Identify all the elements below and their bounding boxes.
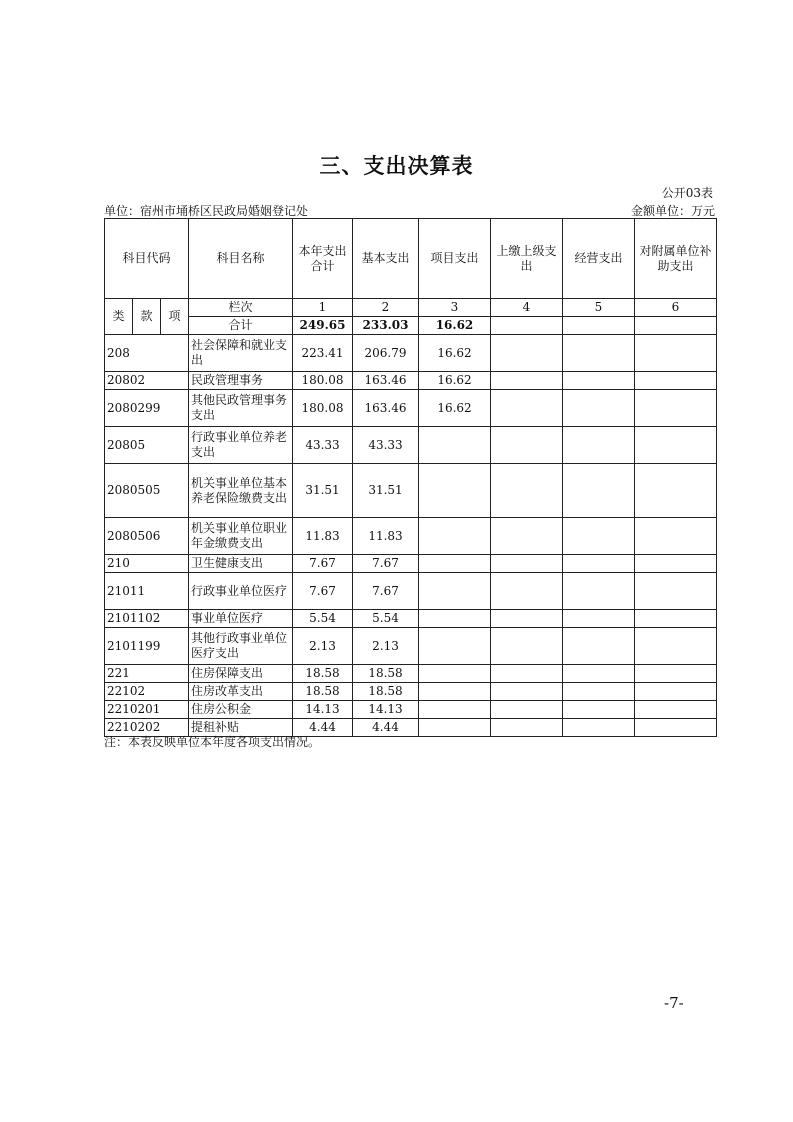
table-row [105,628,717,665]
row-basic: 43.33 [353,427,419,464]
total-row [105,317,717,335]
row-total: 180.08 [293,372,353,390]
total-amount: 249.65 [293,317,353,335]
row-business [563,518,635,555]
row-subsidy [635,427,717,464]
row-project [419,719,491,737]
row-project [419,628,491,665]
row-upper [491,518,563,555]
row-code: 21011 [105,573,189,610]
table-note: 注：本表反映单位本年度各项支出情况。 [104,735,321,749]
table-row [105,335,717,372]
row-upper [491,683,563,701]
row-project [419,665,491,683]
subheader-kuan: 款 [133,299,161,335]
table-row [105,573,717,610]
row-subsidy [635,518,717,555]
row-upper [491,464,563,518]
row-total: 4.44 [293,719,353,737]
header-subsidy: 对附属单位补助支出 [635,219,717,299]
row-subsidy [635,372,717,390]
row-basic: 2.13 [353,628,419,665]
row-name: 民政管理事务 [189,372,293,390]
row-upper [491,335,563,372]
row-business [563,628,635,665]
row-code: 2101199 [105,628,189,665]
table-row [105,701,717,719]
row-code: 208 [105,335,189,372]
row-total: 5.54 [293,610,353,628]
table-row [105,555,717,573]
total-subsidy [635,317,717,335]
money-unit: 金额单位：万元 [630,204,715,218]
row-business [563,610,635,628]
row-basic: 163.46 [353,372,419,390]
row-business [563,427,635,464]
row-total: 14.13 [293,701,353,719]
row-subsidy [635,390,717,427]
row-name: 住房公积金 [189,701,293,719]
row-subsidy [635,555,717,573]
row-upper [491,372,563,390]
row-code: 22102 [105,683,189,701]
row-total: 11.83 [293,518,353,555]
row-upper [491,427,563,464]
col-number: 5 [563,299,635,317]
row-subsidy [635,683,717,701]
row-project: 16.62 [419,372,491,390]
row-subsidy [635,665,717,683]
row-upper [491,390,563,427]
row-code: 20802 [105,372,189,390]
row-code: 2101102 [105,610,189,628]
row-total: 43.33 [293,427,353,464]
row-business [563,555,635,573]
row-upper [491,555,563,573]
row-total: 7.67 [293,555,353,573]
row-project [419,555,491,573]
table-row [105,464,717,518]
row-total: 18.58 [293,683,353,701]
row-name: 社会保障和就业支出 [189,335,293,372]
row-subsidy [635,335,717,372]
row-total: 18.58 [293,665,353,683]
table-row [105,372,717,390]
row-upper [491,628,563,665]
row-project [419,518,491,555]
row-basic: 7.67 [353,573,419,610]
row-code: 221 [105,665,189,683]
row-business [563,683,635,701]
total-basic: 233.03 [353,317,419,335]
row-name: 行政事业单位医疗 [189,573,293,610]
row-subsidy [635,719,717,737]
col-number: 2 [353,299,419,317]
row-total: 7.67 [293,573,353,610]
table-row [105,683,717,701]
row-total: 31.51 [293,464,353,518]
column-label: 栏次 [189,299,293,317]
row-code: 2080299 [105,390,189,427]
row-name: 机关事业单位基本养老保险缴费支出 [189,464,293,518]
column-number-row [105,299,717,317]
row-business [563,372,635,390]
row-basic: 5.54 [353,610,419,628]
row-name: 其他民政管理事务支出 [189,390,293,427]
subheader-lei: 类 [105,299,133,335]
row-upper [491,573,563,610]
page-title: 三、支出决算表 [319,154,474,178]
row-name: 事业单位医疗 [189,610,293,628]
table-row [105,427,717,464]
header-project: 项目支出 [419,219,491,299]
row-upper [491,701,563,719]
header-basic: 基本支出 [353,219,419,299]
row-project: 16.62 [419,335,491,372]
row-name: 行政事业单位养老支出 [189,427,293,464]
col-number: 1 [293,299,353,317]
total-project: 16.62 [419,317,491,335]
row-business [563,335,635,372]
row-basic: 11.83 [353,518,419,555]
row-basic: 7.67 [353,555,419,573]
header-business: 经营支出 [563,219,635,299]
col-number: 3 [419,299,491,317]
col-number: 6 [635,299,717,317]
row-business [563,390,635,427]
row-project [419,683,491,701]
header-code: 科目代码 [105,219,189,299]
reporting-unit: 单位：宿州市埇桥区民政局婚姻登记处 [104,204,309,218]
row-upper [491,610,563,628]
row-business [563,665,635,683]
row-subsidy [635,573,717,610]
row-total: 223.41 [293,335,353,372]
table-row [105,610,717,628]
row-project [419,573,491,610]
row-business [563,573,635,610]
row-code: 20805 [105,427,189,464]
page-number: -7- [664,994,684,1012]
col-number: 4 [491,299,563,317]
row-upper [491,665,563,683]
row-upper [491,719,563,737]
row-basic: 31.51 [353,464,419,518]
row-project [419,701,491,719]
total-upper [491,317,563,335]
row-basic: 18.58 [353,683,419,701]
row-subsidy [635,628,717,665]
row-name: 其他行政事业单位医疗支出 [189,628,293,665]
table-row [105,665,717,683]
total-business [563,317,635,335]
row-name: 机关事业单位职业年金缴费支出 [189,518,293,555]
row-name: 提租补贴 [189,719,293,737]
row-basic: 206.79 [353,335,419,372]
row-name: 住房保障支出 [189,665,293,683]
row-code: 2080505 [105,464,189,518]
total-label: 合计 [189,317,293,335]
header-name: 科目名称 [189,219,293,299]
header-row [105,219,717,299]
row-code: 2080506 [105,518,189,555]
table-row [105,518,717,555]
row-project [419,464,491,518]
form-number: 公开03表 [661,186,713,200]
row-basic: 14.13 [353,701,419,719]
table-row [105,390,717,427]
row-project [419,427,491,464]
row-subsidy [635,610,717,628]
row-total: 2.13 [293,628,353,665]
row-basic: 18.58 [353,665,419,683]
row-business [563,701,635,719]
row-basic: 163.46 [353,390,419,427]
row-business [563,464,635,518]
row-business [563,719,635,737]
row-project [419,610,491,628]
header-total: 本年支出合计 [293,219,353,299]
row-name: 卫生健康支出 [189,555,293,573]
row-name: 住房改革支出 [189,683,293,701]
header-upper: 上缴上级支出 [491,219,563,299]
row-code: 2210201 [105,701,189,719]
row-subsidy [635,701,717,719]
expenditure-table [104,218,717,737]
row-total: 180.08 [293,390,353,427]
row-basic: 4.44 [353,719,419,737]
row-code: 210 [105,555,189,573]
subheader-xiang: 项 [161,299,189,335]
row-subsidy [635,464,717,518]
row-code: 2210202 [105,719,189,737]
row-project: 16.62 [419,390,491,427]
